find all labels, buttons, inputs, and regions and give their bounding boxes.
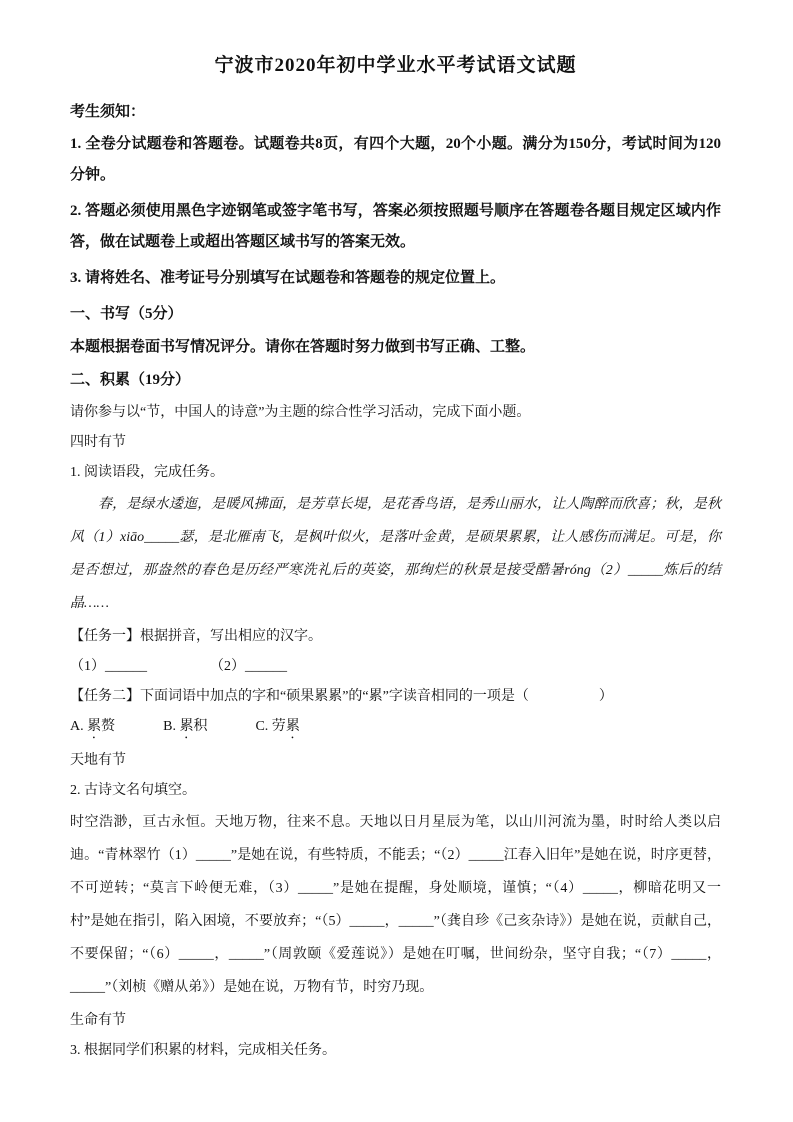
question-1-task-1: 【任务一】根据拼音，写出相应的汉字。 [70,629,322,644]
question-1-task-2: 【任务二】下面词语中加点的字和“硕果累累”的“累”字读音相同的一项是（ ） [70,689,613,704]
option-a-post: 赘 [101,719,116,734]
notice-item-3: 3. 请将姓名、准考证号分别填写在试题卷和答题卷的规定位置上。 [70,270,506,286]
subsection-title-four-seasons: 四时有节 [70,435,126,450]
option-c-pre: C. 劳 [255,719,286,734]
option-a [70,719,115,734]
question-2-stem: 2. 古诗文名句填空。 [70,783,196,798]
page-title: 宁波市2020年初中学业水平考试语文试题 [214,55,577,76]
question-1-options [70,712,721,742]
option-b-pre: B. [163,719,180,734]
subsection-title-life: 生命有节 [70,1013,126,1028]
option-c-dotted-char: 累 [285,719,300,734]
question-1-stem: 1. 阅读语段，完成任务。 [70,465,224,480]
notice-item-1: 1. 全卷分试题卷和答题卷。试题卷共8页，有四个大题，20个小题。满分为150分，考试时间为120分钟。 [70,136,721,183]
question-1-passage: 春，是绿水逶迤，是暖风拂面，是芳草长堤，是花香鸟语，是秀山丽水，让人陶醉而欣喜；秋，是秋风（1）xiāo_____瑟，是北雁南飞，是枫叶似火，是落叶金黄，是硕果累累，让人感伤而满足。可是，你是否想过，那盎然的春色是历经严寒洗礼后的英姿，那绚烂的秋景是接受酷暑róng（2）_____炼后的结晶…… [70,497,721,611]
question-3-stem: 3. 根据同学们积累的材料，完成相关任务。 [70,1043,336,1058]
option-b [163,719,207,734]
question-2-fill-in-paragraph: 时空浩渺，亘古永恒。天地万物，往来不息。天地以日月星辰为笔，以山川河流为墨，时时给人类以启迪。“青林翠竹（1）_____”是她在说，有些特质，不能丢；“（2）_____江春入旧年”是她在说，时序更替，不可逆转；“莫言下岭便无难，（3）_____”是她在提醒，身处顺境，谨慎；“（4）_____，柳暗花明又一村”是她在指引，陷入困境，不要放弃；“（5）_____，_____”（龚自珍《己亥杂诗》）是她在说，贡献自己，不要保留；“（6）_____，_____”（周敦颐《爱莲说》）是她在叮嘱，世间纷杂，坚守自我；“（7）_____，_____”（刘桢《赠从弟》）是她在说，万物有节，时穷乃现。 [70,815,721,995]
notice-item-2: 2. 答题必须使用黑色字迹钢笔或签字笔书写，答案必须按照题号顺序在答题卷各题目规定区域内作答，做在试题卷上或超出答题区域书写的答案无效。 [70,203,721,250]
option-a-dotted-char: 累 [87,719,102,734]
subsection-title-heaven-earth: 天地有节 [70,753,126,768]
option-a-pre: A. [70,719,88,734]
option-b-dotted-char: 累 [179,719,194,734]
option-c [255,719,299,734]
option-b-post: 积 [193,719,208,734]
question-1-task-1-answer-blanks: （1）______ （2）______ [70,659,287,674]
section-writing-heading: 一、书写（5分） [70,306,183,322]
notice-heading: 考生须知： [70,104,146,120]
section-accumulation-heading: 二、积累（19分） [70,372,191,388]
activity-intro: 请你参与以“节，中国人的诗意”为主题的综合性学习活动，完成下面小题。 [70,405,531,420]
section-writing-body: 本题根据卷面书写情况评分。请你在答题时努力做到书写正确、工整。 [70,339,536,355]
